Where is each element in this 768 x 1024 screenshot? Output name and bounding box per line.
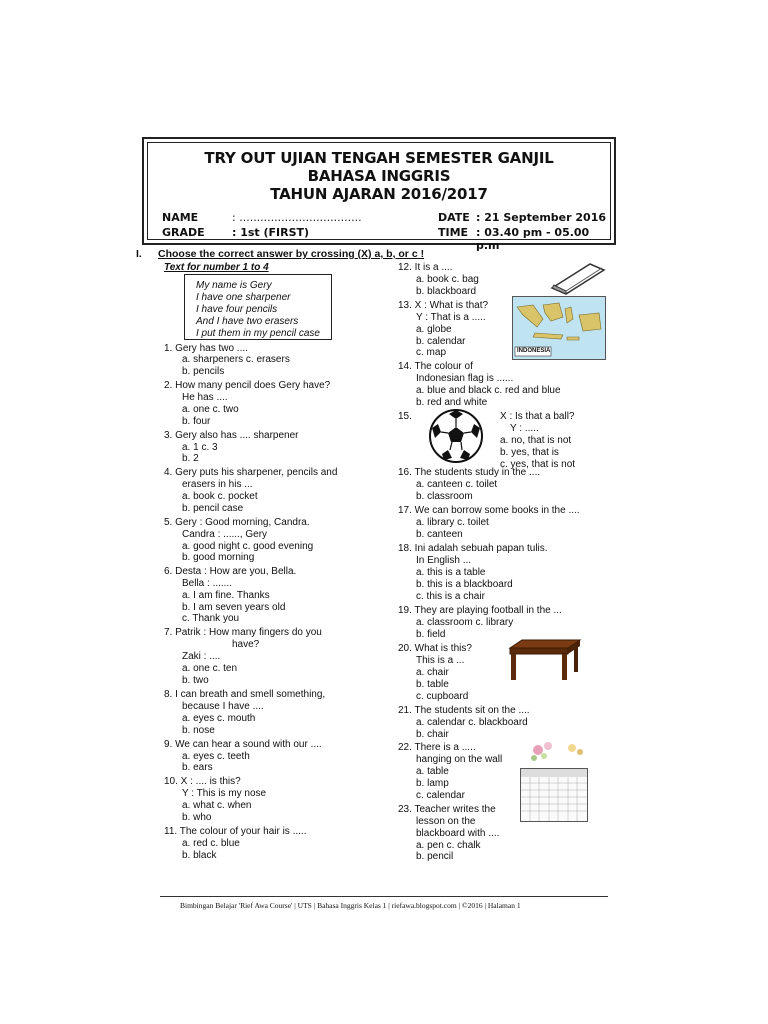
- question-line: b. red and white: [416, 397, 488, 408]
- map-caption: INDONESIA: [517, 348, 551, 354]
- question-line: b. black: [182, 850, 217, 861]
- question-line: b. I am seven years old: [182, 602, 286, 613]
- grade-label: GRADE: [162, 226, 205, 239]
- question-line: a. what c. when: [182, 800, 252, 811]
- question-line: 8. I can breath and smell something,: [164, 689, 326, 700]
- footer-text: Bimbingan Belajar 'Rief Awa Course' | UTS | Bahasa Inggris Kelas 1 | riefawa.blogspot.com | ©2016 | Halaman 1: [180, 901, 521, 910]
- question-line: b. chair: [416, 729, 449, 740]
- question-line: a. I am fine. Thanks: [182, 590, 270, 601]
- question-line: a. book c. pocket: [182, 491, 258, 502]
- question-line: In English ...: [416, 555, 472, 566]
- question-line: a. 1 c. 3: [182, 442, 218, 453]
- section-instruction: Choose the correct answer by crossing (X) a, b, or c !: [158, 248, 425, 260]
- question-line: have?: [232, 639, 260, 650]
- indonesia-map: [512, 296, 606, 360]
- question-line: a. one c. two: [182, 404, 239, 415]
- question-line: He has ....: [182, 392, 228, 403]
- date-value: : 21 September 2016: [476, 211, 607, 224]
- question-line: 18. Ini adalah sebuah papan tulis.: [398, 543, 548, 554]
- question-line: 10. X : .... is this?: [164, 776, 241, 787]
- question-line: c. Thank you: [182, 613, 240, 624]
- question-line: b. four: [182, 416, 211, 427]
- question-line: a. classroom c. library: [416, 617, 514, 628]
- question-line: X : Is that a ball?: [500, 411, 575, 422]
- question-line: a. blue and black c. red and blue: [416, 385, 561, 396]
- question-line: 20. What is this?: [398, 643, 472, 654]
- question-line: b. canteen: [416, 529, 463, 540]
- question-line: c. yes, that is not: [500, 459, 576, 470]
- question-line: b. pencil case: [182, 503, 244, 514]
- question-line: b. yes, that is: [500, 447, 559, 458]
- question-line: a. canteen c. toilet: [416, 479, 498, 490]
- flowers-icon: [526, 738, 590, 766]
- question-line: Zaki : ....: [182, 651, 221, 662]
- question-line: Y : That is a .....: [416, 312, 486, 323]
- question-line: 3. Gery also has .... sharpener: [164, 430, 299, 441]
- question-line: a. good night c. good evening: [182, 541, 314, 552]
- question-line: 7. Patrik : How many fingers do you: [164, 627, 322, 638]
- date-label: DATE: [438, 211, 470, 224]
- table-icon: [506, 638, 582, 682]
- time-label: TIME: [438, 226, 469, 239]
- reading-text-line: I have one sharpener: [196, 292, 291, 303]
- question-line: b. pencils: [182, 366, 225, 377]
- question-line: b. who: [182, 812, 212, 823]
- question-line: b. ears: [182, 762, 213, 773]
- section-number: I.: [136, 248, 142, 260]
- question-line: 1. Gery has two ....: [164, 343, 248, 354]
- question-line: 23. Teacher writes the: [398, 804, 496, 815]
- exam-title: TRY OUT UJIAN TENGAH SEMESTER GANJIL: [204, 149, 554, 167]
- name-value: : ...................................: [232, 211, 362, 224]
- question-line: blackboard with ....: [416, 828, 500, 839]
- year-title: TAHUN AJARAN 2016/2017: [270, 185, 488, 203]
- question-line: b. this is a blackboard: [416, 579, 513, 590]
- calendar-grid-icon: [521, 769, 587, 821]
- question-line: a. this is a table: [416, 567, 486, 578]
- question-line: Bella : .......: [182, 578, 233, 589]
- question-line: 17. We can borrow some books in the ....: [398, 505, 580, 516]
- question-line: c. map: [416, 347, 447, 358]
- question-line: 14. The colour of: [398, 361, 473, 372]
- reading-text-line: My name is Gery: [196, 280, 272, 291]
- question-line: 15.: [398, 411, 412, 422]
- reading-text-line: I have four pencils: [196, 304, 278, 315]
- question-line: 21. The students sit on the ....: [398, 705, 530, 716]
- question-line: a. calendar c. blackboard: [416, 717, 528, 728]
- question-line: because I have ....: [182, 701, 264, 712]
- subject-title: BAHASA INGGRIS: [307, 167, 451, 185]
- question-line: b. classroom: [416, 491, 473, 502]
- question-line: c. calendar: [416, 790, 465, 801]
- time-value: : 03.40 pm - 05.00 p.m: [476, 226, 590, 252]
- question-line: Candra : ......, Gery: [182, 529, 268, 540]
- question-line: hanging on the wall: [416, 754, 503, 765]
- question-line: 12. It is a ....: [398, 262, 453, 273]
- question-line: a. eyes c. teeth: [182, 751, 250, 762]
- question-line: Indonesian flag is ......: [416, 373, 514, 384]
- question-line: This is a ...: [416, 655, 465, 666]
- question-line: b. 2: [182, 453, 199, 464]
- question-line: b. lamp: [416, 778, 449, 789]
- question-line: 5. Gery : Good morning, Candra.: [164, 517, 310, 528]
- question-line: a. eyes c. mouth: [182, 713, 256, 724]
- question-line: Y : This is my nose: [182, 788, 267, 799]
- question-line: a. sharpeners c. erasers: [182, 354, 290, 365]
- reading-text-line: And I have two erasers: [196, 316, 299, 327]
- footer-rule: [160, 896, 608, 897]
- text-label: Text for number 1 to 4: [164, 262, 269, 273]
- question-line: b. blackboard: [416, 286, 477, 297]
- question-line: 19. They are playing football in the ...: [398, 605, 562, 616]
- soccer-ball-icon: [428, 408, 484, 464]
- question-line: a. red c. blue: [182, 838, 240, 849]
- question-line: erasers in his ...: [182, 479, 253, 490]
- book-icon: [548, 260, 606, 296]
- question-line: lesson on the: [416, 816, 476, 827]
- question-line: 6. Desta : How are you, Bella.: [164, 566, 297, 577]
- question-line: b. good morning: [182, 552, 255, 563]
- question-line: c. this is a chair: [416, 591, 485, 602]
- question-line: b. two: [182, 675, 209, 686]
- question-line: b. field: [416, 629, 446, 640]
- question-line: a. globe: [416, 324, 452, 335]
- question-line: c. cupboard: [416, 691, 469, 702]
- name-label: NAME: [162, 211, 199, 224]
- question-line: b. table: [416, 679, 449, 690]
- question-line: 4. Gery puts his sharpener, pencils and: [164, 467, 338, 478]
- question-line: 11. The colour of your hair is .....: [164, 826, 307, 837]
- question-line: Y : .....: [510, 423, 539, 434]
- question-line: 16. The students study in the ....: [398, 467, 541, 478]
- calendar-icon: [520, 768, 588, 822]
- question-line: a. one c. ten: [182, 663, 238, 674]
- question-line: 22. There is a .....: [398, 742, 476, 753]
- question-line: 2. How many pencil does Gery have?: [164, 380, 331, 391]
- header-box: [142, 137, 616, 252]
- question-line: a. pen c. chalk: [416, 840, 481, 851]
- grade-value: : 1st (FIRST): [232, 226, 310, 239]
- question-line: b. calendar: [416, 336, 466, 347]
- question-line: 13. X : What is that?: [398, 300, 489, 311]
- question-line: a. no, that is not: [500, 435, 572, 446]
- question-line: a. table: [416, 766, 449, 777]
- question-line: a. chair: [416, 667, 449, 678]
- question-line: b. nose: [182, 725, 215, 736]
- question-line: a. book c. bag: [416, 274, 479, 285]
- question-line: 9. We can hear a sound with our ....: [164, 739, 322, 750]
- reading-text-line: I put them in my pencil case: [196, 328, 320, 339]
- question-line: b. pencil: [416, 851, 454, 862]
- question-line: a. library c. toilet: [416, 517, 489, 528]
